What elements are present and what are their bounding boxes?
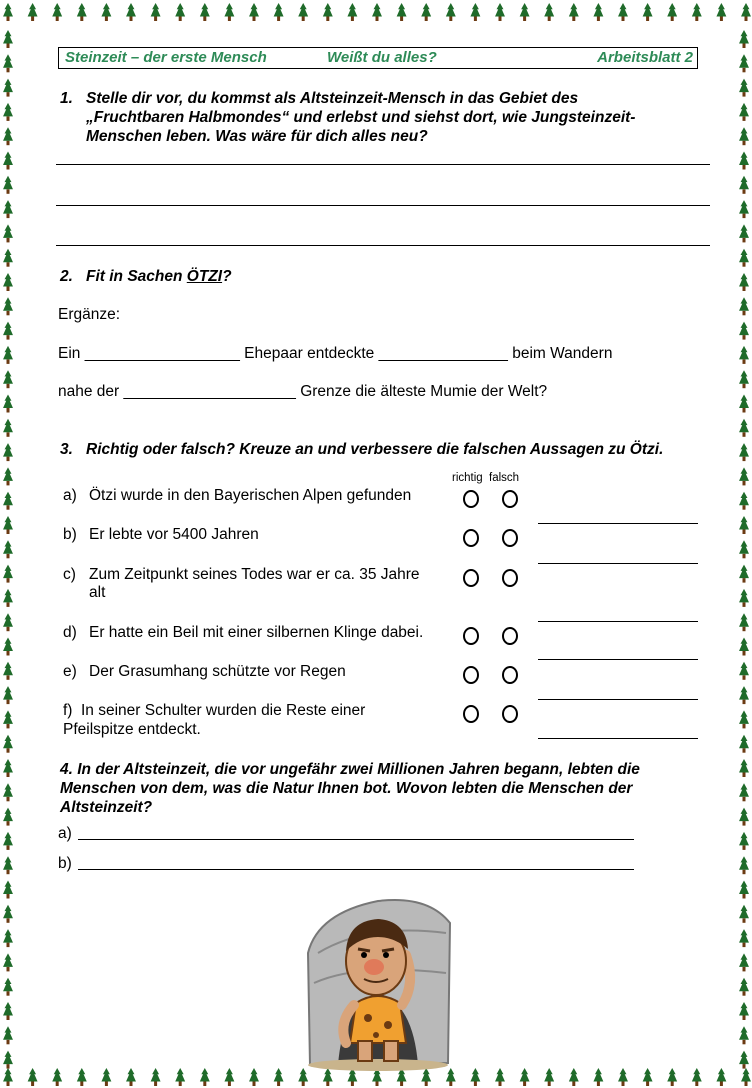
fir-tree-icon <box>739 565 749 583</box>
fir-tree-icon <box>739 395 749 413</box>
fir-tree-icon <box>52 1068 62 1086</box>
fir-tree-icon <box>3 735 13 753</box>
fir-tree-icon <box>3 686 13 704</box>
fir-tree-icon <box>618 1068 628 1086</box>
checkbox-falsch-b[interactable] <box>502 529 518 547</box>
fir-tree-icon <box>739 54 749 72</box>
fir-tree-icon <box>593 1068 603 1086</box>
checkbox-richtig-a[interactable] <box>463 490 479 508</box>
fir-tree-icon <box>3 419 13 437</box>
question-2-title: Fit in Sachen ÖTZI? <box>86 268 232 285</box>
header-sheet-number: Arbeitsblatt 2 <box>597 49 693 66</box>
fir-tree-icon <box>3 30 13 48</box>
fir-tree-icon <box>151 1068 161 1086</box>
fir-tree-icon <box>739 273 749 291</box>
tree-border-left <box>0 0 16 1088</box>
fir-tree-icon <box>569 3 579 21</box>
checkbox-richtig-f[interactable] <box>463 705 479 723</box>
tree-border-top <box>0 0 752 24</box>
fir-tree-icon <box>274 1068 284 1086</box>
fir-tree-icon <box>3 589 13 607</box>
fir-tree-icon <box>739 905 749 923</box>
fir-tree-icon <box>716 3 726 21</box>
answer-a-line[interactable] <box>78 839 634 840</box>
fir-tree-icon <box>667 1068 677 1086</box>
fir-tree-icon <box>739 662 749 680</box>
fir-tree-icon <box>739 467 749 485</box>
fir-tree-icon <box>739 953 749 971</box>
fir-tree-icon <box>3 395 13 413</box>
fir-tree-icon <box>3 565 13 583</box>
fir-tree-icon <box>372 3 382 21</box>
fir-tree-icon <box>3 783 13 801</box>
fir-tree-icon <box>151 3 161 21</box>
fir-tree-icon <box>692 3 702 21</box>
fir-tree-icon <box>739 1026 749 1044</box>
question-4-line-1: 4. In der Altsteinzeit, die vor ungefähr zwei Millionen Jahren begann, lebten die <box>60 761 640 778</box>
fir-tree-icon <box>739 540 749 558</box>
checkbox-richtig-b[interactable] <box>463 529 479 547</box>
checkbox-richtig-c[interactable] <box>463 569 479 587</box>
fir-tree-icon <box>739 346 749 364</box>
fir-tree-icon <box>3 929 13 947</box>
fir-tree-icon <box>3 1026 13 1044</box>
fir-tree-icon <box>28 1068 38 1086</box>
checkbox-falsch-e[interactable] <box>502 666 518 684</box>
fir-tree-icon <box>739 249 749 267</box>
fir-tree-icon <box>470 3 480 21</box>
fir-tree-icon <box>3 79 13 97</box>
fir-tree-icon <box>739 710 749 728</box>
correction-line[interactable] <box>538 523 698 524</box>
fir-tree-icon <box>520 1068 530 1086</box>
fir-tree-icon <box>739 297 749 315</box>
fir-tree-icon <box>3 249 13 267</box>
fir-tree-icon <box>739 881 749 899</box>
fir-tree-icon <box>569 1068 579 1086</box>
fir-tree-icon <box>175 1068 185 1086</box>
fir-tree-icon <box>224 3 234 21</box>
fir-tree-icon <box>3 978 13 996</box>
correction-line[interactable] <box>538 738 698 739</box>
fir-tree-icon <box>3 467 13 485</box>
question-1-number: 1. <box>60 90 73 107</box>
fir-tree-icon <box>3 808 13 826</box>
answer-line[interactable] <box>56 205 710 206</box>
answer-a-label: a) <box>58 825 72 842</box>
fir-tree-icon <box>667 3 677 21</box>
fir-tree-icon <box>716 1068 726 1086</box>
fir-tree-icon <box>739 200 749 218</box>
fir-tree-icon <box>175 3 185 21</box>
fir-tree-icon <box>618 3 628 21</box>
fir-tree-icon <box>739 686 749 704</box>
fir-tree-icon <box>544 3 554 21</box>
fir-tree-icon <box>77 3 87 21</box>
fir-tree-icon <box>692 1068 702 1086</box>
fir-tree-icon <box>3 516 13 534</box>
fir-tree-icon <box>28 3 38 21</box>
correction-line[interactable] <box>538 621 698 622</box>
fir-tree-icon <box>739 613 749 631</box>
correction-line[interactable] <box>538 563 698 564</box>
question-4 <box>60 760 730 818</box>
fir-tree-icon <box>739 929 749 947</box>
fir-tree-icon <box>249 1068 259 1086</box>
fir-tree-icon <box>323 3 333 21</box>
fir-tree-icon <box>200 1068 210 1086</box>
question-2 <box>60 267 360 287</box>
fir-tree-icon <box>739 589 749 607</box>
header-subtitle: Weißt du alles? <box>327 49 437 66</box>
fir-tree-icon <box>739 735 749 753</box>
fir-tree-icon <box>593 3 603 21</box>
fir-tree-icon <box>446 3 456 21</box>
fir-tree-icon <box>739 224 749 242</box>
fir-tree-icon <box>3 881 13 899</box>
fir-tree-icon <box>495 3 505 21</box>
answer-line[interactable] <box>56 164 710 165</box>
fir-tree-icon <box>739 152 749 170</box>
fir-tree-icon <box>347 3 357 21</box>
fir-tree-icon <box>3 638 13 656</box>
question-3-number: 3. <box>60 441 73 458</box>
fir-tree-icon <box>3 54 13 72</box>
fir-tree-icon <box>3 224 13 242</box>
checkbox-falsch-d[interactable] <box>502 627 518 645</box>
fir-tree-icon <box>739 443 749 461</box>
fir-tree-icon <box>3 152 13 170</box>
fir-tree-icon <box>3 200 13 218</box>
header-topic: Steinzeit – der erste Mensch <box>65 49 267 66</box>
fir-tree-icon <box>739 419 749 437</box>
answer-b-line[interactable] <box>78 869 634 870</box>
correction-line[interactable] <box>538 659 698 660</box>
fir-tree-icon <box>200 3 210 21</box>
fir-tree-icon <box>126 1068 136 1086</box>
fir-tree-icon <box>3 832 13 850</box>
question-1-line-2: „Fruchtbaren Halbmondes“ und erlebst und siehst dort, wie Jungsteinzeit- <box>86 109 636 126</box>
fir-tree-icon <box>739 783 749 801</box>
fir-tree-icon <box>739 856 749 874</box>
fir-tree-icon <box>739 808 749 826</box>
fir-tree-icon <box>739 978 749 996</box>
fir-tree-icon <box>3 759 13 777</box>
fir-tree-icon <box>739 759 749 777</box>
column-falsch: falsch <box>489 472 520 484</box>
tree-border-right <box>736 0 752 1088</box>
answer-line[interactable] <box>56 245 710 246</box>
fill-in-line-2[interactable]: nahe der ____________________ Grenze die älteste Mumie der Welt? <box>58 383 548 400</box>
fir-tree-icon <box>739 370 749 388</box>
fir-tree-icon <box>77 1068 87 1086</box>
fir-tree-icon <box>470 1068 480 1086</box>
fir-tree-icon <box>739 176 749 194</box>
question-4-line-3: Altsteinzeit? <box>60 799 153 816</box>
fir-tree-icon <box>3 297 13 315</box>
fir-tree-icon <box>544 1068 554 1086</box>
fir-tree-icon <box>739 516 749 534</box>
fir-tree-icon <box>739 1002 749 1020</box>
fir-tree-icon <box>3 127 13 145</box>
fir-tree-icon <box>643 3 653 21</box>
fir-tree-icon <box>739 79 749 97</box>
fir-tree-icon <box>643 1068 653 1086</box>
checkbox-richtig-e[interactable] <box>463 666 479 684</box>
question-1-line-1: Stelle dir vor, du kommst als Altsteinzeit-Mensch in das Gebiet des <box>86 90 579 107</box>
fir-tree-icon <box>3 1051 13 1069</box>
fir-tree-icon <box>739 638 749 656</box>
fir-tree-icon <box>739 30 749 48</box>
caveman-illustration <box>298 893 458 1073</box>
fir-tree-icon <box>3 273 13 291</box>
fir-tree-icon <box>739 832 749 850</box>
fir-tree-icon <box>3 953 13 971</box>
fir-tree-icon <box>739 322 749 340</box>
fir-tree-icon <box>298 3 308 21</box>
fir-tree-icon <box>3 492 13 510</box>
fir-tree-icon <box>3 905 13 923</box>
fir-tree-icon <box>3 1002 13 1020</box>
checkbox-falsch-a[interactable] <box>502 490 518 508</box>
fir-tree-icon <box>3 662 13 680</box>
fir-tree-icon <box>3 856 13 874</box>
checkbox-falsch-f[interactable] <box>502 705 518 723</box>
fir-tree-icon <box>3 370 13 388</box>
question-1 <box>60 89 720 149</box>
column-richtig: richtig <box>452 472 483 484</box>
fir-tree-icon <box>3 103 13 121</box>
oetzi-underlined: ÖTZI <box>186 268 223 285</box>
fir-tree-icon <box>3 176 13 194</box>
question-4-line-2: Menschen von dem, was die Natur Ihnen bot. Wovon lebten die Menschen der <box>60 780 633 797</box>
fir-tree-icon <box>224 1068 234 1086</box>
fir-tree-icon <box>3 710 13 728</box>
fir-tree-icon <box>52 3 62 21</box>
fir-tree-icon <box>3 322 13 340</box>
fir-tree-icon <box>739 492 749 510</box>
question-1-line-3: Menschen leben. Was wäre für dich alles neu? <box>86 128 428 145</box>
answer-b-label: b) <box>58 855 72 872</box>
fir-tree-icon <box>126 3 136 21</box>
fir-tree-icon <box>3 540 13 558</box>
fir-tree-icon <box>739 1051 749 1069</box>
fir-tree-icon <box>101 3 111 21</box>
fir-tree-icon <box>3 346 13 364</box>
fir-tree-icon <box>520 3 530 21</box>
checkbox-richtig-d[interactable] <box>463 627 479 645</box>
question-3 <box>60 440 730 460</box>
checkbox-falsch-c[interactable] <box>502 569 518 587</box>
fir-tree-icon <box>739 127 749 145</box>
worksheet-header <box>58 47 698 69</box>
fir-tree-icon <box>397 3 407 21</box>
fir-tree-icon <box>421 3 431 21</box>
question-2-instruction: Ergänze: <box>58 306 121 323</box>
fir-tree-icon <box>3 613 13 631</box>
fir-tree-icon <box>274 3 284 21</box>
fir-tree-icon <box>3 443 13 461</box>
fill-in-line-1[interactable]: Ein __________________ Ehepaar entdeckte _______________ beim Wandern <box>58 345 613 362</box>
fir-tree-icon <box>495 1068 505 1086</box>
question-2-number: 2. <box>60 268 73 285</box>
correction-line[interactable] <box>538 699 698 700</box>
fir-tree-icon <box>249 3 259 21</box>
fir-tree-icon <box>101 1068 111 1086</box>
question-3-title: Richtig oder falsch? Kreuze an und verbessere die falschen Aussagen zu Ötzi. <box>86 441 664 458</box>
fir-tree-icon <box>739 103 749 121</box>
